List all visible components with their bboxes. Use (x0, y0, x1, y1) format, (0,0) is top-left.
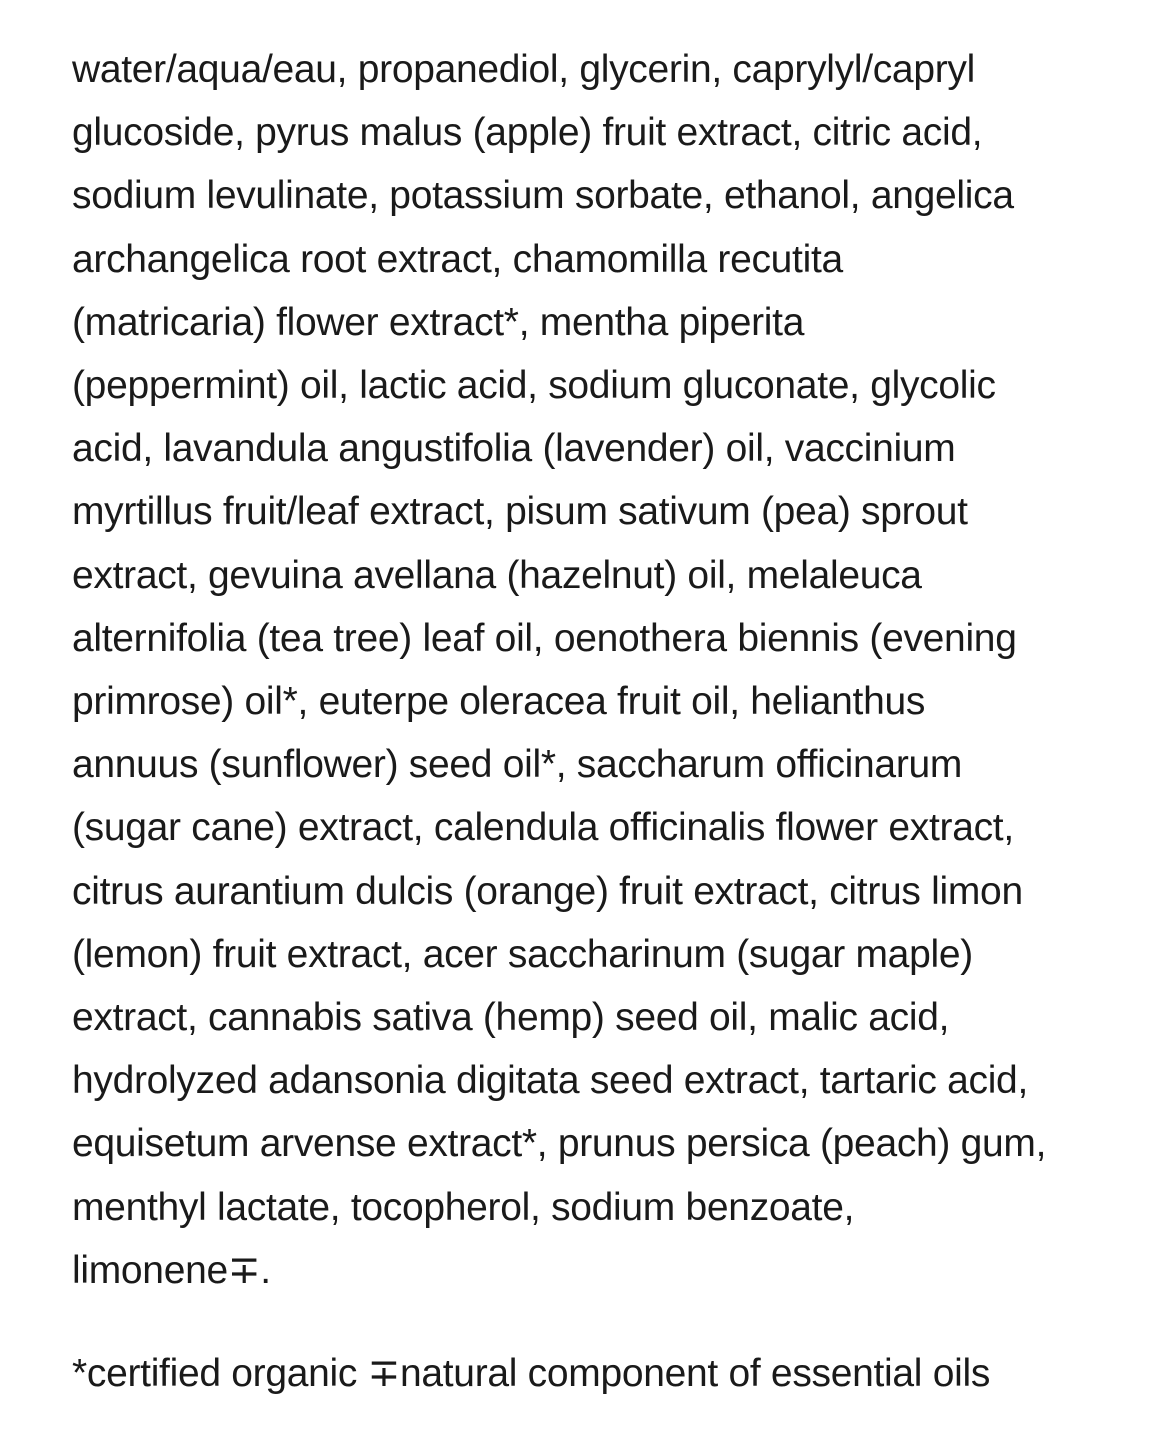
ingredients-line: glucoside, pyrus malus (apple) fruit extract, citric acid, (72, 111, 983, 155)
ingredients-line: water/aqua/eau, propanediol, glycerin, caprylyl/capryl (72, 48, 975, 91)
ingredients-line: alternifolia (tea tree) leaf oil, oenothera biennis (evening (72, 616, 1017, 660)
ingredients-line: citrus aurantium dulcis (orange) fruit extract, citrus limon (72, 869, 1023, 913)
footnote: *certified organic ∓natural component of essential oils (72, 1352, 991, 1396)
ingredients-line: primrose) oil*, euterpe oleracea fruit oil, helianthus (72, 680, 926, 724)
ingredients-line: extract, cannabis sativa (hemp) seed oil, malic acid, (72, 996, 950, 1040)
ingredients-line: (sugar cane) extract, calendula officinalis flower extract, (72, 806, 1014, 850)
ingredients-line: menthyl lactate, tocopherol, sodium benzoate, (72, 1185, 855, 1229)
ingredients-line: (lemon) fruit extract, acer saccharinum (sugar maple) (72, 932, 973, 976)
ingredients-line: annuus (sunflower) seed oil*, saccharum officinarum (72, 743, 963, 787)
ingredients-line: limonene∓. (72, 1248, 271, 1292)
ingredients-line: extract, gevuina avellana (hazelnut) oil, melaleuca (72, 553, 922, 597)
ingredients-line: archangelica root extract, chamomilla recutita (72, 237, 843, 281)
ingredients-line: (peppermint) oil, lactic acid, sodium gluconate, glycolic (72, 364, 996, 408)
ingredients-line: myrtillus fruit/leaf extract, pisum sativum (pea) sprout (72, 490, 968, 534)
ingredients-line: (matricaria) flower extract*, mentha piperita (72, 300, 805, 344)
ingredients-line: equisetum arvense extract*, prunus persica (peach) gum, (72, 1122, 1047, 1166)
ingredients-line: acid, lavandula angustifolia (lavender) oil, vaccinium (72, 427, 956, 471)
ingredients-line: sodium levulinate, potassium sorbate, ethanol, angelica (72, 174, 1014, 218)
ingredients-document (72, 38, 1132, 1405)
ingredients-list (72, 38, 1132, 1302)
ingredients-line: hydrolyzed adansonia digitata seed extract, tartaric acid, (72, 1059, 1028, 1103)
